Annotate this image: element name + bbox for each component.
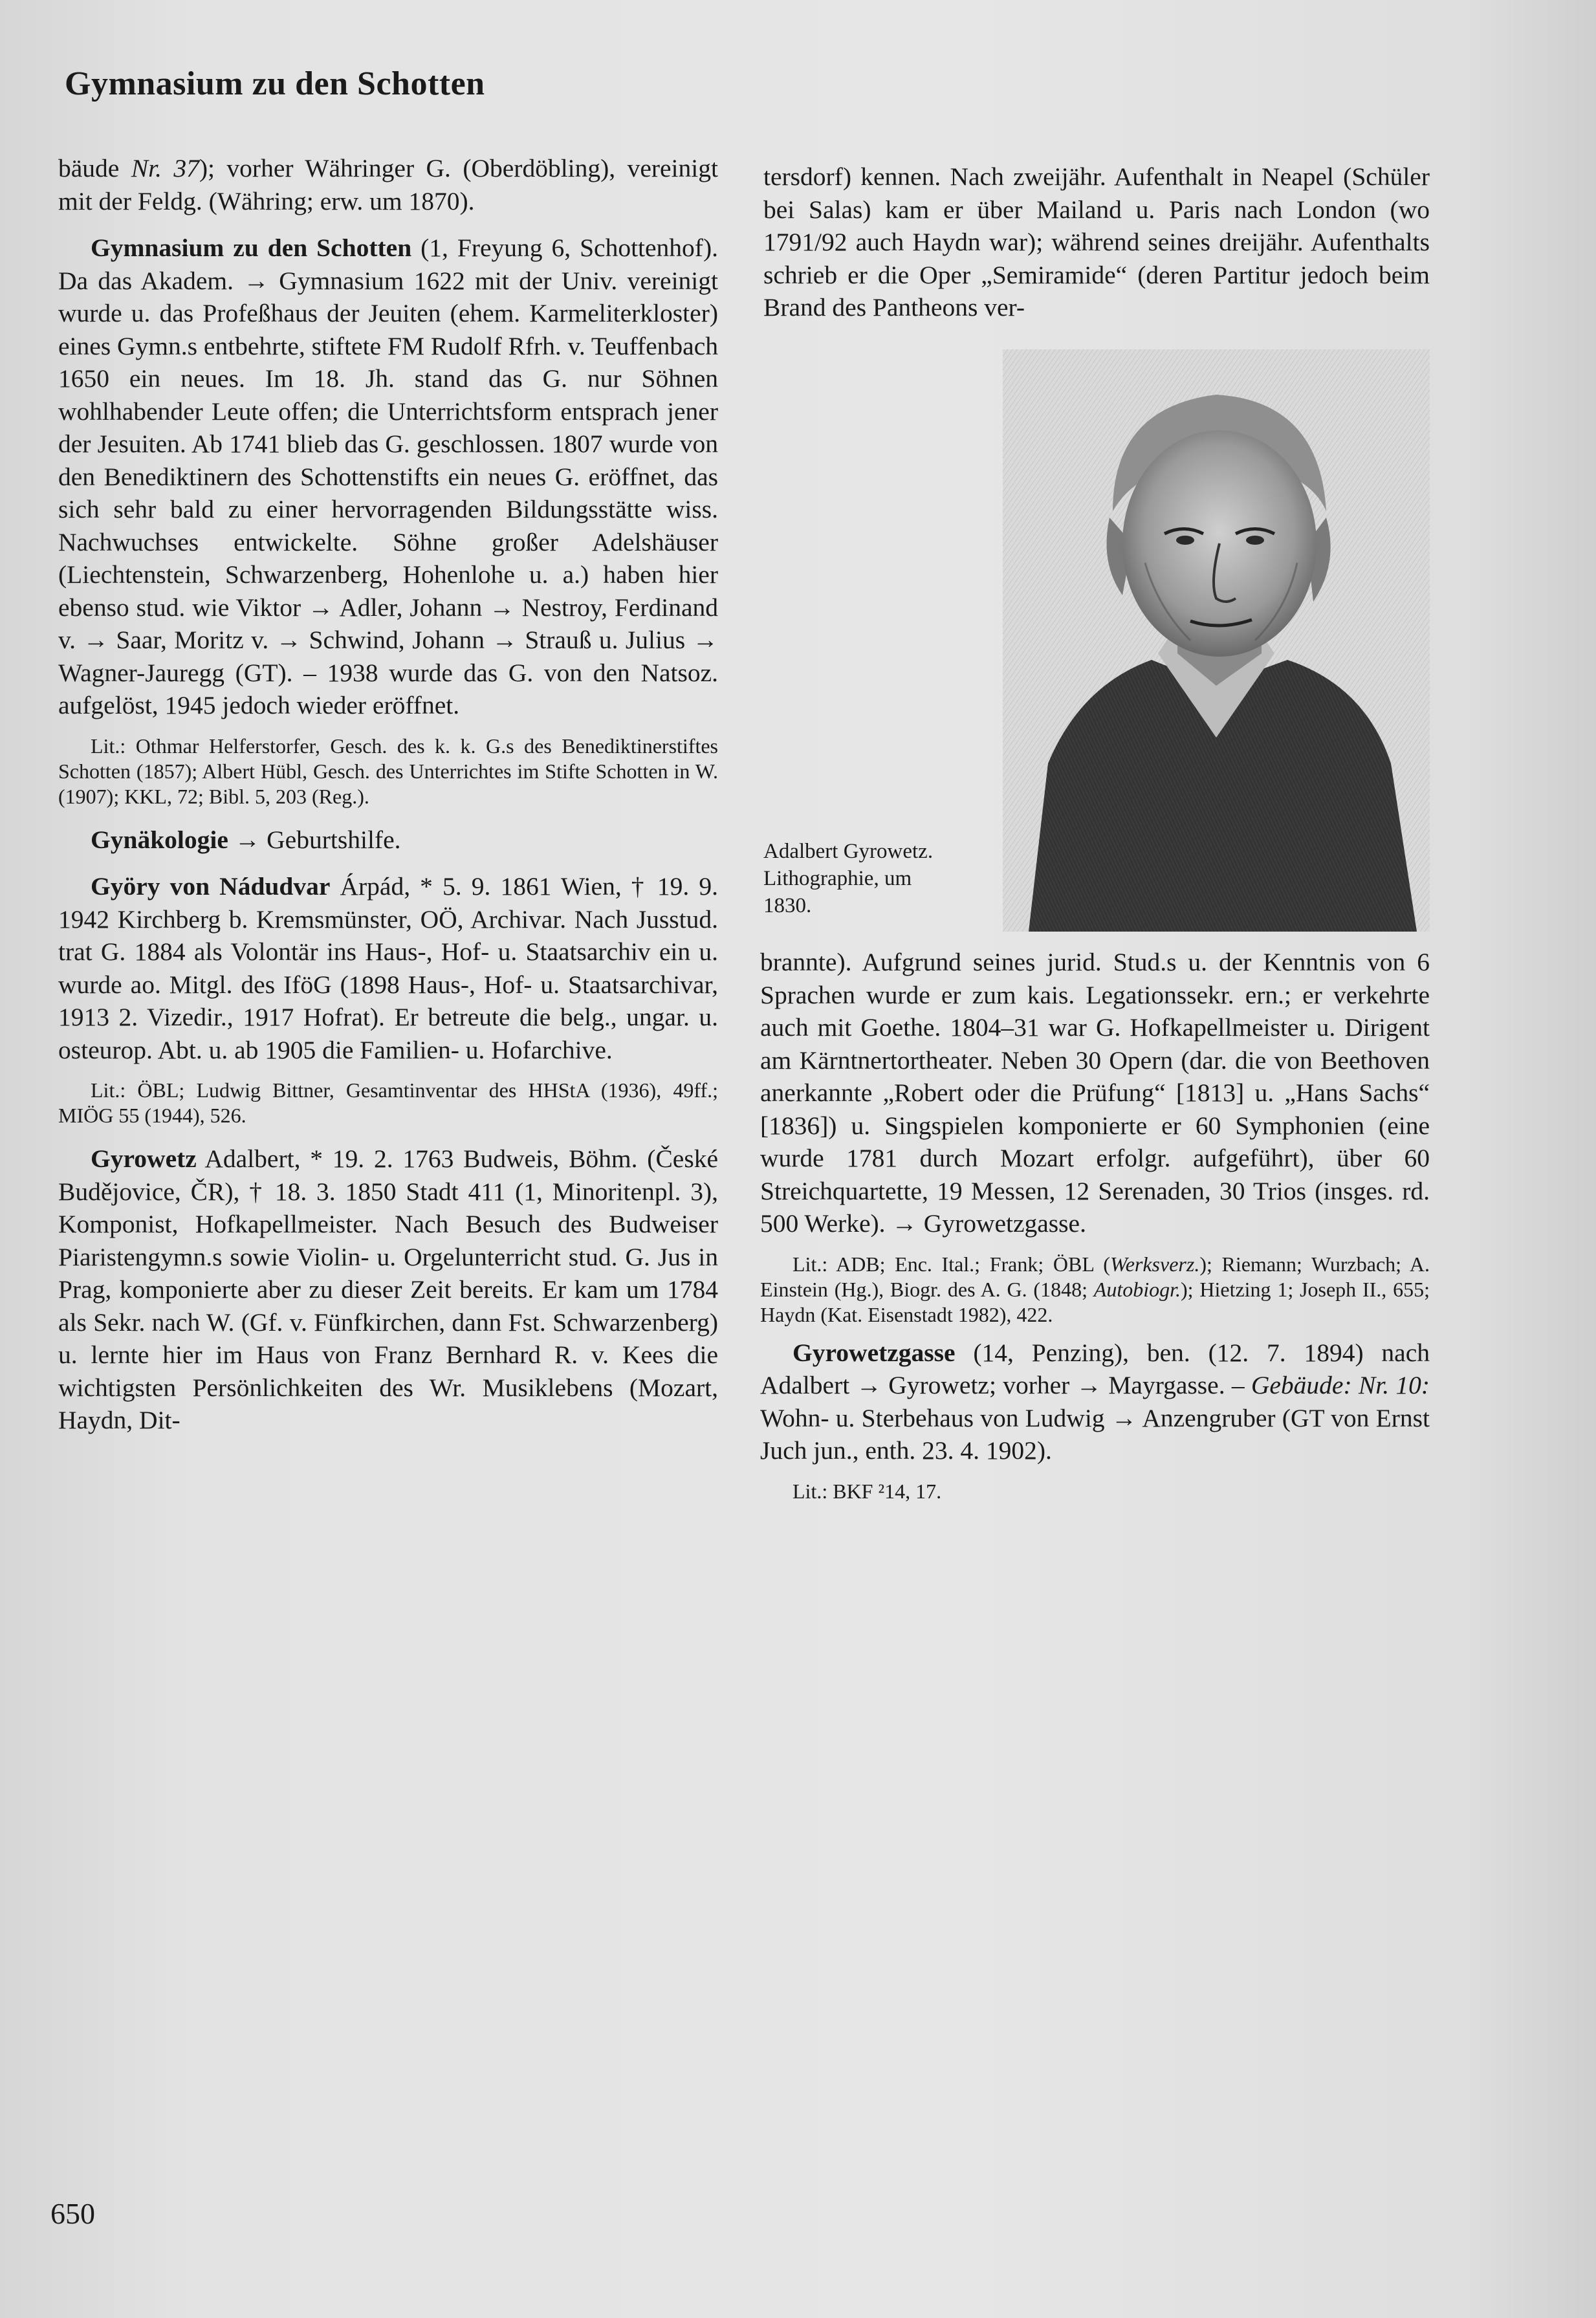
entry-text: bäude: [58, 154, 131, 182]
entry-continuation: [58, 152, 718, 217]
lit-text: Lit.: ADB; Enc. Ital.; Frank; ÖBL (: [793, 1252, 1110, 1276]
left-column: [58, 152, 718, 1437]
lit-text-italic: Autobiogr.: [1093, 1277, 1181, 1301]
figure-caption: [763, 838, 983, 919]
lit-text: ); Riemann; Wurzbach; A. Einstein (Hg.), Biogr. des A. G. (1848;: [760, 1252, 1430, 1301]
portrait-figure: [1003, 349, 1430, 932]
entry-text: (14, Penzing), ben. (12. 7. 1894) nach Adalbert → Gyrowetz; vorher → Mayrgasse. –: [760, 1338, 1430, 1399]
entry-gyrowetz: [58, 1143, 718, 1437]
page-number: 650: [50, 2197, 95, 2230]
entry-gyrowetzgasse: [760, 1337, 1430, 1467]
literature-note: Lit.: BKF ²14, 17.: [793, 1479, 942, 1503]
headword: Gynäkologie: [91, 825, 228, 854]
entry-text: Árpád, * 5. 9. 1861 Wien, † 19. 9. 1942 Kirchberg b. Kremsmünster, OÖ, Archivar. Nach Jusstud. trat G. 1884 als Volontär ins Haus-, Hof- u. Staatsarchiv ein u. wurde ao. Mitgl. des IföG (1898 Haus-, Hof- u. Staatsarchivar, 1913 2. Vizedir., 1917 Hofrat). Er betreute die belg., ungar. u. osteurop. Abt. u. ab 1905 die Familien- u. Hofarchive.: [58, 872, 718, 1064]
running-head: Gymnasium zu den Schotten: [65, 65, 485, 102]
caption-line: Adalbert Gyrowetz.: [763, 840, 934, 863]
entry-gynaekologie: [58, 824, 718, 857]
right-column-top: [763, 160, 1430, 324]
headword: Gyrowetzgasse: [793, 1338, 956, 1367]
entry-text: ); vorher Währinger G. (Oberdöbling), vereinigt mit der Feldg. (Währing; erw. um 1870).: [58, 154, 718, 215]
lit-text: ); Hietzing 1; Joseph II., 655; Haydn (Kat. Eisenstadt 1982), 422.: [760, 1277, 1430, 1326]
entry-text: Adalbert, * 19. 2. 1763 Budweis, Böhm. (České Budějovice, ČR), † 18. 3. 1850 Stadt 411 (1, Minoritenpl. 3), Komponist, Hofkapellmeister. Nach Besuch des Budweiser Piaristengymn.s sowie Violin- u. Orgelunterricht stud. G. Jus in Prag, komponierte aber zu dieser Zeit bereits. Er kam um 1784 als Sekr. nach W. (Gf. v. Fünfkirchen, dann Fst. Schwarzenberg) u. lernte hier im Haus von Franz Bernhard R. v. Kees die wichtigsten Persönlichkeiten des Wr. Musiklebens (Mozart, Haydn, Dit-: [58, 1144, 718, 1434]
caption-line: 1830.: [763, 894, 812, 917]
caption-line: Lithographie, um: [763, 867, 912, 890]
entry-text: → Geburtshilfe.: [228, 825, 401, 854]
entry-continuation: brannte). Aufgrund seines jurid. Stud.s u. der Kenntnis von 6 Sprachen wurde er zum kais. Legationssekr. ern.; er verkehrte auch mit Goethe. 1804–31 war G. Hofkapellmeister u. Dirigent am Kärntnertortheater. Neben 30 Opern (dar. die von Beethoven anerkannte „Robert oder die Prüfung“ [1813] u. „Hans Sachs“ [1836]) u. Singspielen komponierte er 60 Symphonien (eine wurde 1781 durch Mozart erfolgr. aufgeführt), über 60 Streichquartette, 19 Messen, 12 Serenaden, 30 Trios (insges. rd. 500 Werke). → Gyrowetzgasse.: [760, 948, 1430, 1238]
headword: Gyrowetz: [91, 1144, 197, 1173]
lit-text-italic: Werksverz.: [1110, 1252, 1200, 1276]
literature-note: Lit.: Othmar Helferstorfer, Gesch. des k. k. G.s des Benediktinerstiftes Schotten (1857); Albert Hübl, Gesch. des Unterrichtes im Stifte Schotten in W. (1907); KKL, 72; Bibl. 5, 203 (Reg.).: [58, 734, 718, 808]
entry-text-italic: Nr. 37: [131, 154, 199, 182]
entry-text-italic: Gebäude: Nr. 10:: [1251, 1371, 1430, 1399]
portrait-lithograph-icon: [1003, 349, 1430, 932]
headword: Gymnasium zu den Schotten: [91, 234, 412, 262]
entry-gyoery: [58, 870, 718, 1066]
entry-text: Wohn- u. Sterbehaus von Ludwig → Anzengruber (GT von Ernst Juch jun., enth. 23. 4. 1902).: [760, 1403, 1430, 1465]
literature-note: [760, 1252, 1430, 1328]
literature-note: Lit.: ÖBL; Ludwig Bittner, Gesamtinventar des HHStA (1936), 49ff.; MIÖG 55 (1944), 526.: [58, 1078, 718, 1127]
entry-text: (1, Freyung 6, Schottenhof). Da das Akadem. → Gymnasium 1622 mit der Univ. vereinigt wurde u. das Profeßhaus der Jeuiten (ehem. Karmeliterkloster) eines Gymn.s entbehrte, stiftete FM Rudolf Rfrh. v. Teuffenbach 1650 ein neues. Im 18. Jh. stand das G. nur Söhnen wohlhabender Leute offen; die Unterrichtsform entsprach jener der Jesuiten. Ab 1741 blieb das G. geschlossen. 1807 wurde von den Benediktinern des Schottenstifts ein neues G. eröffnet, das sich sehr bald zu einer hervorragenden Bildungsstätte wiss. Nachwuchses entwickelte. Söhne großer Adelshäuser (Liechtenstein, Schwarzenberg, Hohenlohe u. a.) haben hier ebenso stud. wie Viktor → Adler, Johann → Nestroy, Ferdinand v. → Saar, Moritz v. → Schwind, Johann → Strauß u. Julius → Wagner-Jauregg (GT). – 1938 wurde das G. von den Natsoz. aufgelöst, 1945 jedoch wieder eröffnet.: [58, 234, 718, 719]
right-column-bottom: [760, 946, 1430, 1508]
headword: Györy von Nádudvar: [91, 872, 331, 901]
entry-gymnasium-schotten: [58, 232, 718, 722]
entry-continuation: tersdorf) kennen. Nach zweijähr. Aufenthalt in Neapel (Schüler bei Salas) kam er über Mailand u. Paris nach London (wo 1791/92 auch Haydn war); während seines dreijähr. Aufenthalts schrieb er die Oper „Semiramide“ (deren Partitur jedoch beim Brand des Pantheons ver-: [763, 162, 1430, 322]
